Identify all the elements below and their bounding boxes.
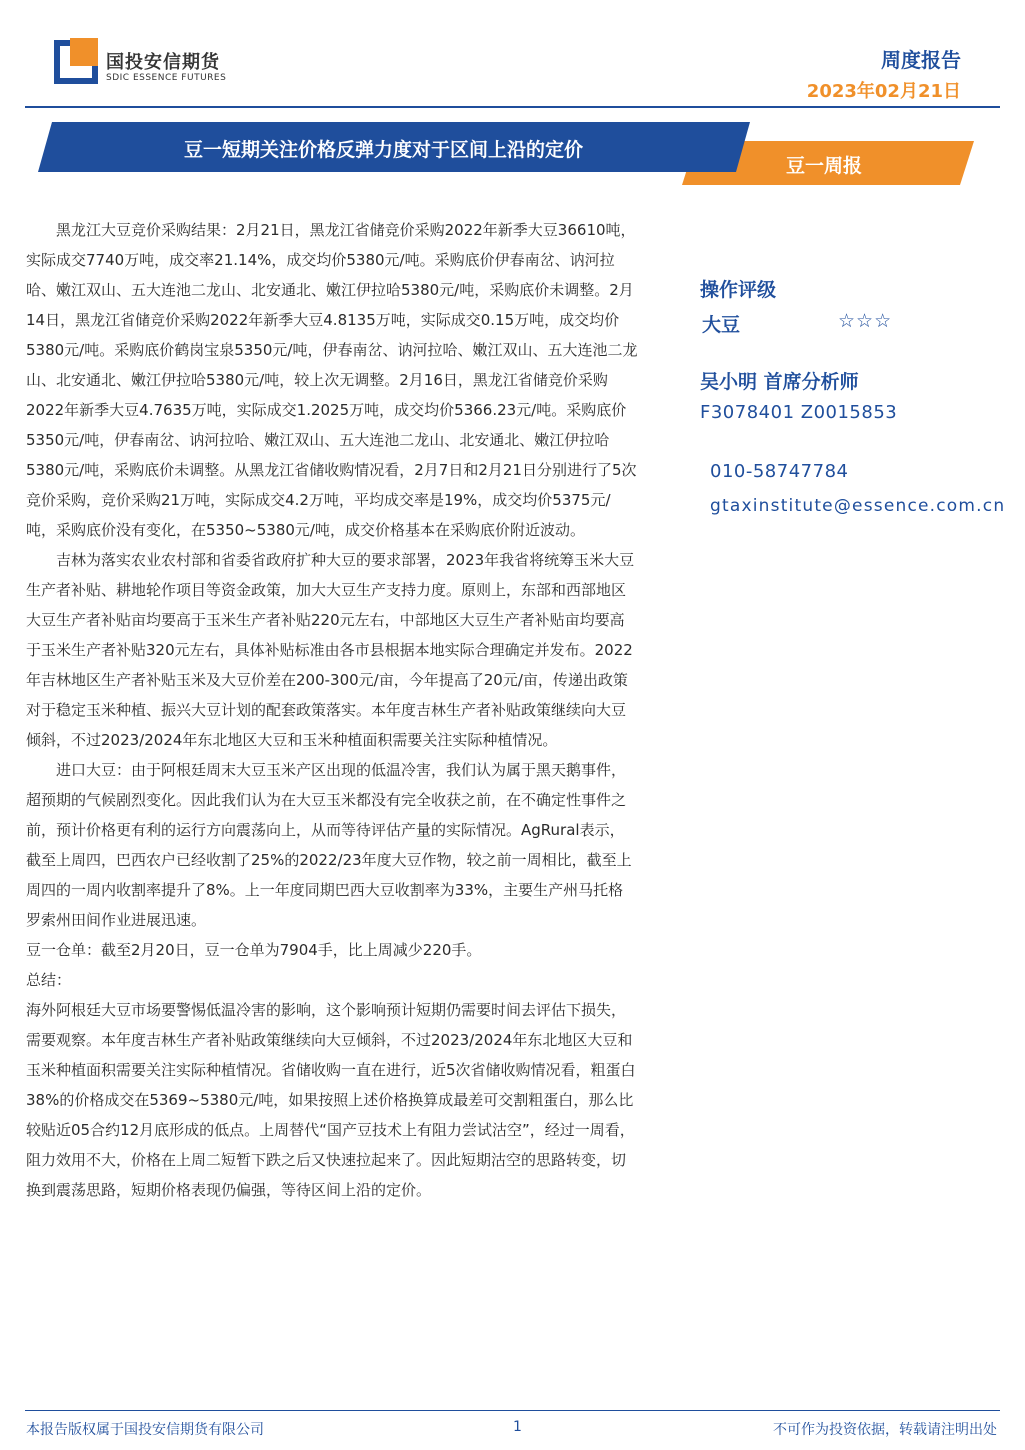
report-body <box>26 215 638 1205</box>
paragraph-heilongjiang: 黑龙江大豆竞价采购结果：2月21日，黑龙江省储竞价采购2022年新季大豆36610吨，实际成交7740万吨，成交率21.14%，成交均价5380元/吨。采购底价伊春南岔、讷河拉哈、嫩江双山、五大连池二龙山、北安通北、嫩江伊拉哈5380元/吨，采购底价未调整。2月14日，黑龙江省储竞价采购2022年新季大豆4.8135万吨，实际成交0.15万吨，成交均价5380元/吨。采购底价鹤岗宝泉5350元/吨，伊春南岔、讷河拉哈、嫩江双山、五大连池二龙山、北安通北、嫩江伊拉哈5380元/吨，较上次无调整。2月16日，黑龙江省储竞价采购2022年新季大豆4.7635万吨，实际成交1.2025万吨，成交均价5366.23元/吨。采购底价5350元/吨，伊春南岔、讷河拉哈、嫩江双山、五大连池二龙山、北安通北、嫩江伊拉哈5380元/吨，采购底价未调整。从黑龙江省储收购情况看，2月7日和2月21日分别进行了5次竞价采购，竞价采购21万吨，实际成交4.2万吨，平均成交率是19%，成交均价5375元/吨，采购底价没有变化，在5350~5380元/吨，成交价格基本在采购底价附近波动。 <box>26 221 638 539</box>
paragraph-jilin: 吉林为落实农业农村部和省委省政府扩种大豆的要求部署，2023年我省将统筹玉米大豆生产者补贴、耕地轮作项目等资金政策，加大大豆生产支持力度。原则上，东部和西部地区大豆生产者补贴亩均要高于玉米生产者补贴220元左右，中部地区大豆生产者补贴亩均要高于玉米生产者补贴320元左右，具体补贴标准由各市县根据本地实际合理确定并发布。2022年吉林地区生产者补贴玉米及大豆价差在200-300元/亩，今年提高了20元/亩，传递出政策对于稳定玉米种植、振兴大豆计划的配套政策落实。本年度吉林生产者补贴政策继续向大豆倾斜，不过2023/2024年东北地区大豆和玉米种植面积需要关注实际种植情况。 <box>26 551 635 749</box>
paragraph-summary: 海外阿根廷大豆市场要警惕低温冷害的影响，这个影响预计短期仍需要时间去评估下损失，需要观察。本年度吉林生产者补贴政策继续向大豆倾斜，不过2023/2024年东北地区大豆和玉米种植面积需要关注实际种植情况。省储收购一直在进行，近5次省储收购情况看，粗蛋白38%的价格成交在5369~5380元/吨，如果按照上述价格换算成最差可交割粗蛋白，那么比较贴近05合约12月底形成的低点。上周替代“国产豆技术上有阻力尝试沽空”，经过一周看，阻力效用不大，价格在上周二短暂下跌之后又快速拉起来了。因此短期沽空的思路转变，切换到震荡思路，短期价格表现仍偏强，等待区间上沿的定价。 <box>26 1001 636 1199</box>
page-number: 1 <box>513 1419 522 1435</box>
company-logo <box>54 40 98 84</box>
brand-name-cn: 国投安信期货 <box>106 52 220 73</box>
analyst-license-ids: F3078401 Z0015853 <box>700 402 898 423</box>
summary-heading: 总结： <box>26 971 72 989</box>
report-date: 2023年02月21日 <box>806 81 961 102</box>
footer-copyright: 本报告版权属于国投安信期货有限公司 <box>26 1422 264 1438</box>
analyst-email[interactable]: gtaxinstitute@essence.com.cn <box>710 496 1006 516</box>
analyst-name: 吴小明 首席分析师 <box>700 371 859 393</box>
paragraph-import-soybean: 进口大豆：由于阿根廷周末大豆玉米产区出现的低温冷害，我们认为属于黑天鹅事件，超预期的气候剧烈变化。因此我们认为在大豆玉米都没有完全收获之前，在不确定性事件之前，预计价格更有利的运行方向震荡向上，从而等待评估产量的实际情况。AgRural表示，截至上周四，巴西农户已经收割了25%的2022/23年度大豆作物，较之前一周相比，截至上周四的一周内收割率提升了8%。上一年度同期巴西大豆收割率为33%，主要生产州马托格罗索州田间作业进展迅速。 <box>26 761 632 929</box>
analyst-phone: 010-58747784 <box>710 461 849 482</box>
report-type: 周度报告 <box>881 48 961 72</box>
paragraph-warehouse-receipt: 豆一仓单：截至2月20日，豆一仓单为7904手，比上周减少220手。 <box>26 941 482 959</box>
header-divider <box>25 106 1000 108</box>
rating-stars: ☆☆☆ <box>838 310 893 332</box>
rating-item: 大豆 <box>702 314 741 336</box>
report-title: 豆一短期关注价格反弹力度对于区间上沿的定价 <box>184 139 584 161</box>
footer-disclaimer: 不可作为投资依据，转载请注明出处 <box>773 1422 997 1438</box>
report-subtitle: 豆一周报 <box>786 155 863 177</box>
brand-name-en: SDIC ESSENCE FUTURES <box>106 73 227 83</box>
rating-label: 操作评级 <box>700 279 777 301</box>
footer-divider <box>25 1410 1000 1411</box>
